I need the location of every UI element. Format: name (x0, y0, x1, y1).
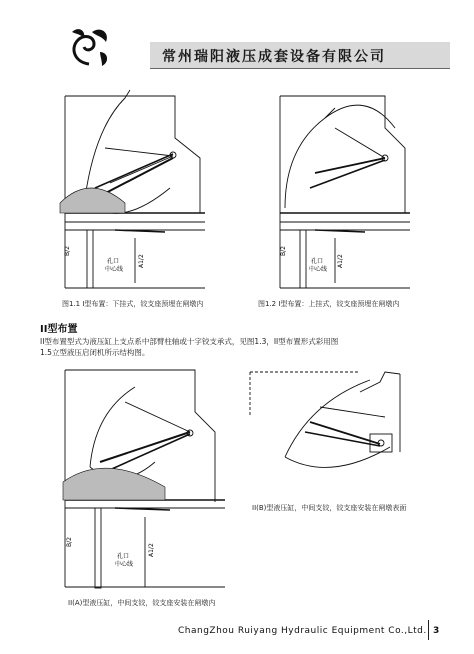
dim-b-label: B/2 (64, 246, 71, 256)
figure-2-caption: 图1.2 I型布置：上挂式，铰支座预埋在闸墩内 (258, 300, 400, 308)
hole-center-label-2b: 中心线 (309, 266, 328, 273)
figure-4-caption: II(B)型液压缸，中间支铰，铰支座安装在闸墩表面 (252, 504, 407, 512)
section-paragraph-line-1: II型布置型式为液压缸上支点系中部臂柱轴或十字铰支承式，见图1.3，II型布置形式彩用图 (40, 337, 339, 346)
hole-center-label-2: 中心线 (105, 266, 124, 273)
footer-company: ChangZhou Ruiyang Hydraulic Equipment Co.,Ltd. (178, 626, 427, 636)
hole-center-label-3b: 中心线 (115, 561, 134, 568)
figure-2-diagram (245, 88, 415, 293)
swirl-leaf-logo-icon (64, 22, 114, 72)
figure-3-diagram (55, 362, 240, 594)
company-name: 常州瑞阳液压成套设备有限公司 (162, 49, 386, 65)
dim-a-label: A1/2 (138, 254, 145, 268)
dim-a-label-3: A1/2 (148, 543, 155, 557)
header-rule (150, 68, 450, 69)
section-title: II型布置 (40, 324, 78, 335)
section-paragraph-line-2: 1.5立型液压启闭机所示结构图。 (40, 348, 150, 357)
footer-divider (428, 620, 429, 640)
hole-center-label-1: 孔口 (107, 258, 120, 265)
dim-b-label-3: B/2 (66, 537, 73, 547)
hole-center-label-3a: 孔口 (117, 553, 130, 560)
figure-3-caption: II(A)型液压缸，中间支铰，铰支座安装在闸墩内 (68, 599, 216, 607)
hole-center-label-2a: 孔口 (311, 258, 324, 265)
figure-1-diagram (55, 88, 215, 293)
page-number: 3 (433, 626, 440, 636)
dim-a-label-2: A1/2 (337, 254, 344, 268)
figure-4-diagram (240, 362, 420, 502)
dim-b-label-2: B/2 (280, 246, 287, 256)
figure-1-caption: 图1.1 I型布置：下挂式，铰支座预埋在闸墩内 (62, 300, 204, 308)
